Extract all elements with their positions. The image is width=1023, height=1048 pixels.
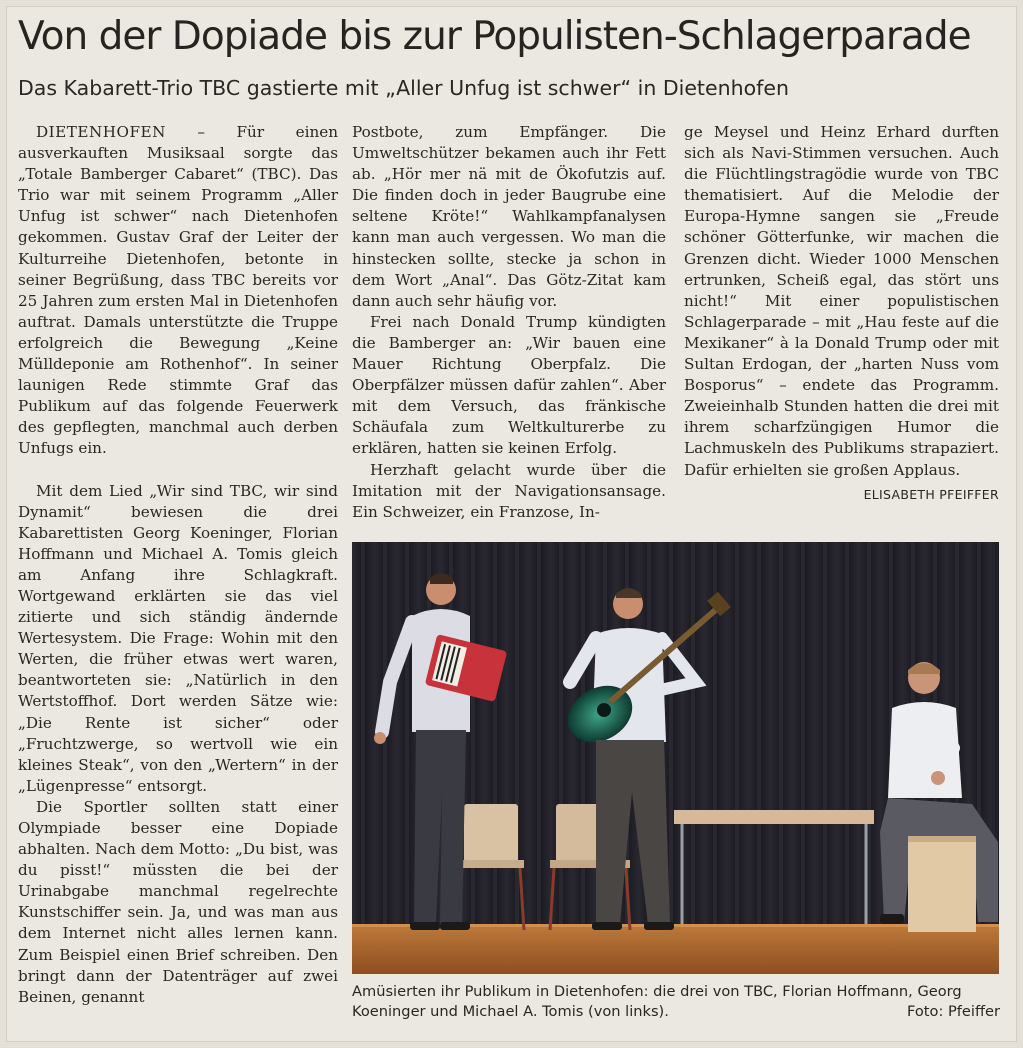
- paragraph-navigation: Herzhaft gelacht wurde über die Imitation mit der Navigationsansage. Ein Schweizer, ein Franzose, In-: [352, 460, 666, 521]
- headline: Von der Dopiade bis zur Populisten-Schlagerparade: [18, 14, 971, 59]
- paragraph-navi-stimmen: [684, 122, 999, 502]
- byline: ELISABETH PFEIFFER: [863, 486, 999, 502]
- paragraph-intro: [18, 122, 338, 460]
- paragraph-song: Mit dem Lied „Wir sind TBC, wir sind Dynamit“ bewiesen die drei Kabarettisten Georg Koeninger, Florian Hoffmann und Michael A. Tomis gleich am Anfang ihre Schlagkraft. Wortgewand erklärten sie das viel zitierte und sich ständig ändernde Wertesystem. Die Frage: Wohin mit den Werten, die früher etwas wert waren, beantworteten sie: „Natürlich in den Wertstoffhof. Dort werden Sätze wie: „Die Rente ist sicher“ oder „Fruchtzwerge, so wertvoll wie ein kleines Steak“, von den „Wertern“ in der „Lügenpresse“ entsorgt.: [18, 481, 338, 795]
- photo-credit: Foto: Pfeiffer: [906, 1003, 1000, 1020]
- article-column-3: [684, 122, 999, 505]
- subheadline: Das Kabarett-Trio TBC gastierte mit „Aller Unfug ist schwer“ in Dietenhofen: [18, 76, 789, 100]
- intro-text: – Für einen ausverkauften Musiksaal sorgte das „Totale Bamberger Cabaret“ (TBC). Das Trio war mit seinem Programm „Aller Unfug ist schwer“ nach Dietenhofen gekommen. Gustav Graf der Leiter der Kulturreihe Dietenhofen, betonte in seiner Begrüßung, dass TBC bereits vor 25 Jahren zum ersten Mal in Dietenhofen auftrat. Damals unterstützte die Truppe erfolgreich die Bewegung „Keine Mülldeponie am Rothenhof“. In seiner launigen Rede stimmte Graf das Publikum auf das folgende Feuerwerk des gepflegten, manchmal auch derben Unfugs ein.: [18, 123, 338, 458]
- stage-floor: [352, 924, 999, 974]
- paragraph-sportler: Die Sportler sollten statt einer Olympiade besser eine Dopiade abhalten. Nach dem Motto: „Du bist, was du pisst!“ müssten die bei der Urinabgabe manchmal regelrechte Kunstschiffer sein. Ja, und was man aus dem Internet nicht alles lernen kann. Zum Beispiel einen Brief schreiben. Den bringt dann der Datenträger auf zwei Beinen, genannt: [18, 797, 338, 1006]
- navi-text: ge Meysel und Heinz Erhard durften sich als Navi-Stimmen versuchen. Auch die Flüchtlingstragödie wurde von TBC thematisiert. Auf die Melodie der Europa-Hymne sangen sie „Freude schöner Götterfunke, wir machen die Grenzen dicht. Wieder 1000 Menschen ertrunken, Scheiß egal, das stört uns nicht!“ Mit einer populistischen Schlagerparade – mit „Hau feste auf die Mexikaner“ à la Donald Trump oder mit Sultan Erdogan, der „harten Nuss vom Bosporus“ – endete das Programm. Zweieinhalb Stunden hatten die drei mit ihrem scharfzüngigen Humor die Lachmuskeln des Publikums strapaziert. Dafür erhielten sie großen Applaus.: [684, 123, 999, 479]
- photo-caption: Amüsierten ihr Publikum in Dietenhofen: die drei von TBC, Florian Hoffmann, Georg Koeninger und Michael A. Tomis (von links).: [352, 983, 962, 1020]
- stage-photo: [352, 542, 999, 974]
- paragraph-postbote: Postbote, zum Empfänger. Die Umweltschützer bekamen auch ihr Fett ab. „Hör mer nä mit de Ökofutzis auf. Die finden doch in jeder Baugrube eine seltene Kröte!“ Wahlkampfanalysen kann man auch vergessen. Wo man die hinstecken sollte, stecke ja schon in dem Wort „Anal“. Das Götz-Zitat kam dann auch sehr häufig vor.: [352, 123, 666, 310]
- cajon-drum: [908, 836, 976, 932]
- article-column-1: [18, 122, 338, 1008]
- paragraph-trump: Frei nach Donald Trump kündigten die Bamberger an: „Wir bauen eine Mauer Richtung Oberpfalz. Die Oberpfälzer müssen dafür zahlen“. Aber mit dem Versuch, das fränkische Schäufala zum Weltkulturerbe zu erklären, hatten sie keinen Erfolg.: [352, 312, 666, 458]
- dateline: DIETENHOFEN: [36, 123, 166, 141]
- article-column-2: [352, 122, 666, 523]
- stage-photo-illustration: [352, 542, 999, 974]
- photo-caption-block: [352, 982, 1000, 1022]
